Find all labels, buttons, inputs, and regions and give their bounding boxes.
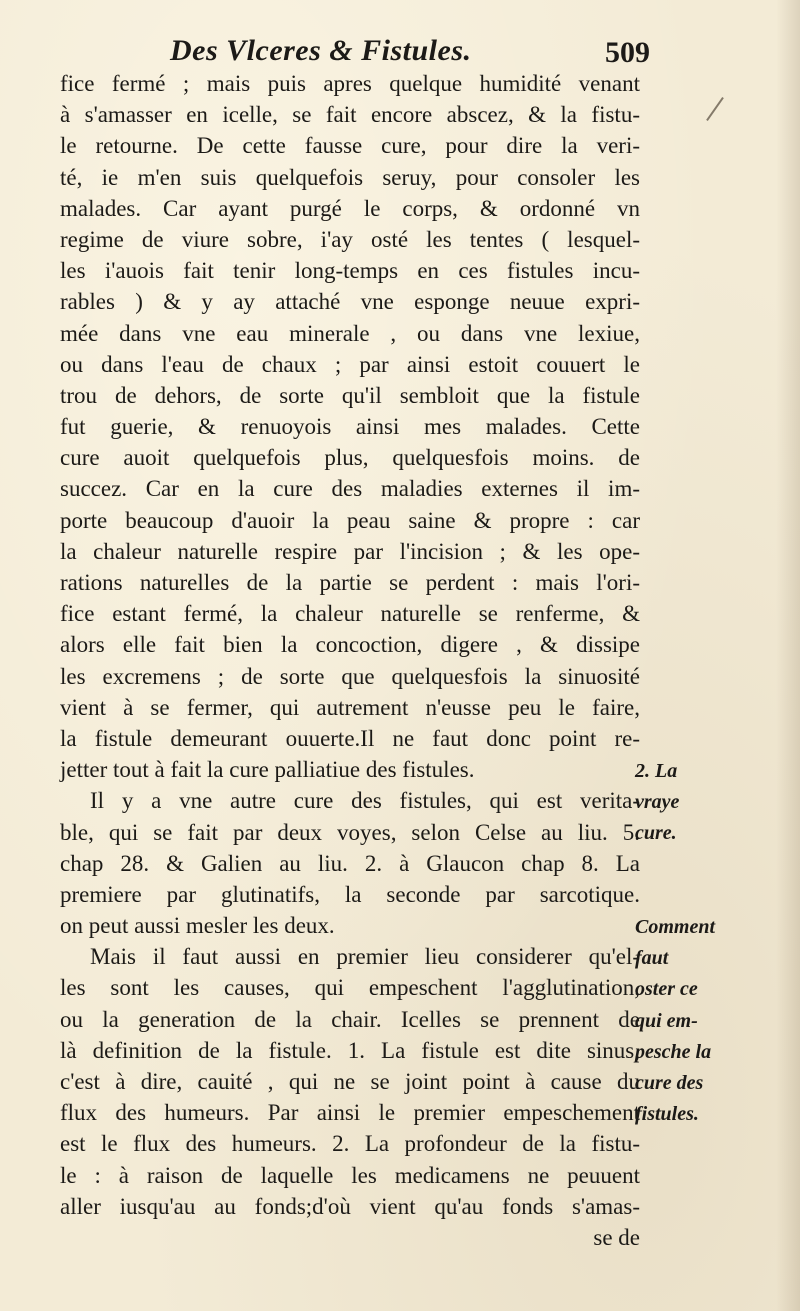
catchword: se de (593, 1224, 640, 1250)
text-line: ou dans l'eau de chaux ; par ainsi estoit couuert le (60, 351, 640, 377)
text-line: les i'auois fait tenir long-temps en ces fistules incu- (60, 258, 640, 284)
body-text (60, 68, 640, 1253)
page-number: 509 (605, 36, 650, 69)
margin-note-line: faut (635, 947, 669, 970)
margin-note-vraye-cure (635, 756, 795, 850)
text-line: ble, qui se fait par deux voyes, selon Celse au liu. 5. (60, 819, 640, 845)
margin-note-line: 2. La (635, 760, 678, 782)
text-line: cure auoit quelquefois plus, quelquesfois moins. de (60, 445, 640, 471)
text-line: à s'amasser en icelle, se fait encore abscez, & la fistu- (60, 102, 640, 128)
text-line: rables ) & y ay attaché vne esponge neuue expri- (60, 289, 640, 315)
text-line: té, ie m'en suis quelquefois seruy, pour consoler les (60, 164, 640, 190)
text-line: flux des humeurs. Par ainsi le premier empeschement (60, 1100, 640, 1126)
text-line: vient à se fermer, qui autrement n'eusse peu le faire, (60, 694, 640, 720)
text-line: aller iusqu'au au fonds;d'où vient qu'au fonds s'amas- (60, 1193, 640, 1219)
margin-note-line: pesche la (635, 1040, 712, 1063)
text-line: fice estant fermé, la chaleur naturelle se renferme, & (60, 601, 640, 627)
ink-mark (703, 95, 727, 124)
text-line: succez. Car en la cure des maladies externes il im- (60, 476, 640, 502)
margin-note-line: cure des (635, 1071, 704, 1094)
text-line: c'est à dire, cauité , qui ne se joint point à cause du (60, 1069, 640, 1094)
text-line: Mais il faut aussi en premier lieu considerer qu'el- (90, 944, 640, 970)
text-line: mée dans vne eau minerale , ou dans vne lexiue, (60, 320, 640, 346)
text-line: on peut aussi mesler les deux. (60, 913, 335, 939)
text-line: les excremens ; de sorte que quelquesfois la sinuosité (60, 663, 640, 689)
text-line: regime de viure sobre, i'ay osté les tentes ( lesquel- (60, 226, 640, 252)
text-line: jetter tout à fait la cure palliatiue des fistules. (60, 757, 475, 783)
text-line: malades. Car ayant purgé le corps, & ordonné vn (60, 195, 640, 221)
margin-note-line: fistules. (635, 1103, 699, 1126)
text-line: là definition de la fistule. 1. La fistule est dite sinus, (60, 1037, 640, 1063)
text-line: est le flux des humeurs. 2. La profondeur de la fistu- (60, 1131, 640, 1157)
margin-note-line: cure. (635, 822, 677, 845)
text-line: les sont les causes, qui empeschent l'agglutination, (60, 975, 640, 1001)
margin-note-line: qui em- (635, 1009, 698, 1032)
margin-note-comment-oster (635, 912, 795, 1130)
text-line: la chaleur naturelle respire par l'incision ; & les ope- (60, 538, 640, 564)
text-line: chap 28. & Galien au liu. 2. à Glaucon chap 8. La (60, 850, 640, 876)
running-title: Des Vlceres & Fistules. (170, 34, 472, 67)
text-line: rations naturelles de la partie se perdent : mais l'ori- (60, 570, 640, 595)
page-edge-shadow (776, 0, 800, 1311)
text-line: porte beaucoup d'auoir la peau saine & propre : car (60, 507, 640, 533)
margin-note-line: Comment (635, 916, 716, 938)
margin-note-line: oster ce (635, 978, 698, 1001)
text-line: fice fermé ; mais puis apres quelque humidité venant (60, 71, 640, 96)
text-line: la fistule demeurant ouuerte.Il ne faut donc point re- (60, 725, 640, 751)
text-line: le retourne. De cette fausse cure, pour dire la veri- (60, 133, 640, 159)
text-line: alors elle fait bien la concoction, digere , & dissipe (60, 632, 640, 658)
text-line: Il y a vne autre cure des fistules, qui est verita- (90, 788, 640, 814)
text-line: ou la generation de la chair. Icelles se prennent de (60, 1006, 640, 1032)
text-line: premiere par glutinatifs, la seconde par sarcotique. (60, 881, 640, 907)
margin-note-line: vraye (635, 791, 680, 814)
text-line: fut guerie, & renuoyois ainsi mes malades. Cette (60, 414, 640, 440)
text-line: trou de dehors, de sorte qu'il sembloit que la fistule (60, 382, 640, 408)
text-line: le : à raison de laquelle les medicamens ne peuuent (60, 1162, 640, 1188)
